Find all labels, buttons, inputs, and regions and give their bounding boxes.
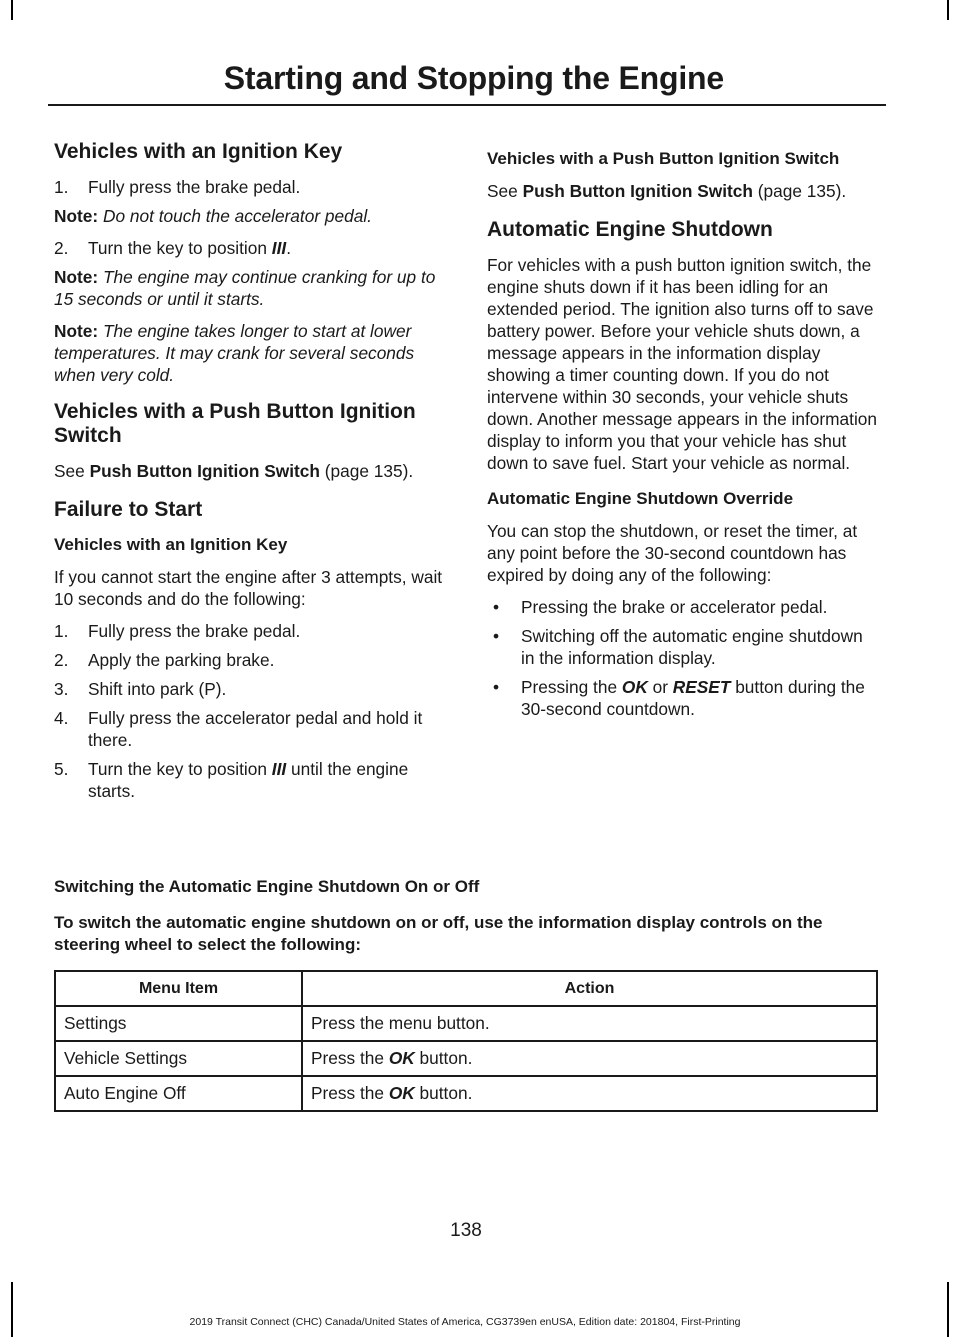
footer-text: 2019 Transit Connect (CHC) Canada/United States of America, CG3739en enUSA, Edition date: 201804, First-Printing bbox=[189, 1316, 741, 1328]
cross-reference: See Push Button Ignition Switch (page 135). bbox=[487, 181, 847, 201]
page-title: Starting and Stopping the Engine bbox=[223, 60, 724, 96]
bullet-item: • Pressing the OK or RESET button during the 30-second countdown. bbox=[493, 677, 865, 719]
cross-reference: See Push Button Ignition Switch (page 135). bbox=[54, 461, 414, 481]
header-menu-item: Menu Item bbox=[55, 971, 302, 1006]
subheading-override: Automatic Engine Shutdown Override bbox=[487, 489, 794, 508]
list-item: 4. Fully press the accelerator pedal and hold it there. bbox=[54, 708, 423, 750]
link-push-button[interactable]: Push Button Ignition Switch bbox=[522, 181, 753, 201]
table-row: Vehicle Settings Press the OK button. bbox=[55, 1041, 877, 1076]
menu-table bbox=[54, 970, 878, 1112]
crop-mark bbox=[947, 1282, 949, 1337]
list-item: 1. Fully press the brake pedal. bbox=[54, 177, 301, 197]
table-row: Auto Engine Off Press the OK button. bbox=[55, 1076, 877, 1111]
crop-mark bbox=[947, 0, 949, 20]
list-item: 1. Fully press the brake pedal. bbox=[54, 621, 301, 641]
table-row: Settings Press the menu button. bbox=[55, 1006, 877, 1041]
paragraph: For vehicles with a push button ignition switch, the engine shuts down if it has been idling for an extended period. The ignition also turns off to save battery power. Before your vehicle shuts down, a message appears in the information display showing a timer counting down. If you do not intervene within 30 seconds, your vehicle shuts down. Another message appears in the information display to inform you that your vehicle has shut down to save fuel. Start your vehicle as normal. bbox=[487, 255, 878, 473]
page-number: 138 bbox=[450, 1220, 482, 1241]
table-header-row bbox=[55, 971, 877, 1006]
heading-push-button: Vehicles with a Push Button Ignition Switch bbox=[54, 400, 416, 447]
bullet-item: • Pressing the brake or accelerator pedal. bbox=[493, 597, 828, 617]
note: Note: The engine may continue cranking for up to 15 seconds or until it starts. bbox=[54, 267, 436, 309]
subheading-ignition-key: Vehicles with an Ignition Key bbox=[54, 535, 288, 554]
switching-intro: To switch the automatic engine shutdown on or off, use the information display controls on the steering wheel to select the following: bbox=[54, 913, 823, 954]
heading-automatic-shutdown: Automatic Engine Shutdown bbox=[487, 218, 773, 241]
list-item: 3. Shift into park (P). bbox=[54, 679, 227, 699]
note: Note: The engine takes longer to start at lower temperatures. It may crank for several seconds when very cold. bbox=[54, 321, 415, 385]
note: Note: Do not touch the accelerator pedal. bbox=[54, 206, 372, 226]
header-divider bbox=[48, 104, 886, 106]
list-item: 2. Turn the key to position III. bbox=[54, 238, 292, 258]
list-item: 5. Turn the key to position III until the engine starts. bbox=[54, 759, 409, 801]
right-column bbox=[487, 148, 879, 727]
header-action: Action bbox=[302, 971, 877, 1006]
heading-switching: Switching the Automatic Engine Shutdown On or Off bbox=[54, 877, 480, 896]
link-push-button[interactable]: Push Button Ignition Switch bbox=[89, 461, 320, 481]
list-item: 2. Apply the parking brake. bbox=[54, 650, 275, 670]
crop-mark bbox=[11, 1282, 13, 1337]
crop-mark bbox=[11, 0, 13, 20]
paragraph: You can stop the shutdown, or reset the timer, at any point before the 30-second countdown has expired by doing any of the following: bbox=[487, 521, 858, 585]
heading-failure-to-start: Failure to Start bbox=[54, 498, 203, 521]
left-column bbox=[54, 140, 446, 809]
paragraph: If you cannot start the engine after 3 attempts, wait 10 seconds and do the following: bbox=[54, 567, 443, 609]
subheading-push-button: Vehicles with a Push Button Ignition Switch bbox=[487, 149, 840, 168]
heading-ignition-key: Vehicles with an Ignition Key bbox=[54, 140, 343, 163]
switching-section bbox=[54, 876, 878, 1112]
bullet-item: • Switching off the automatic engine shutdown in the information display. bbox=[493, 626, 863, 668]
